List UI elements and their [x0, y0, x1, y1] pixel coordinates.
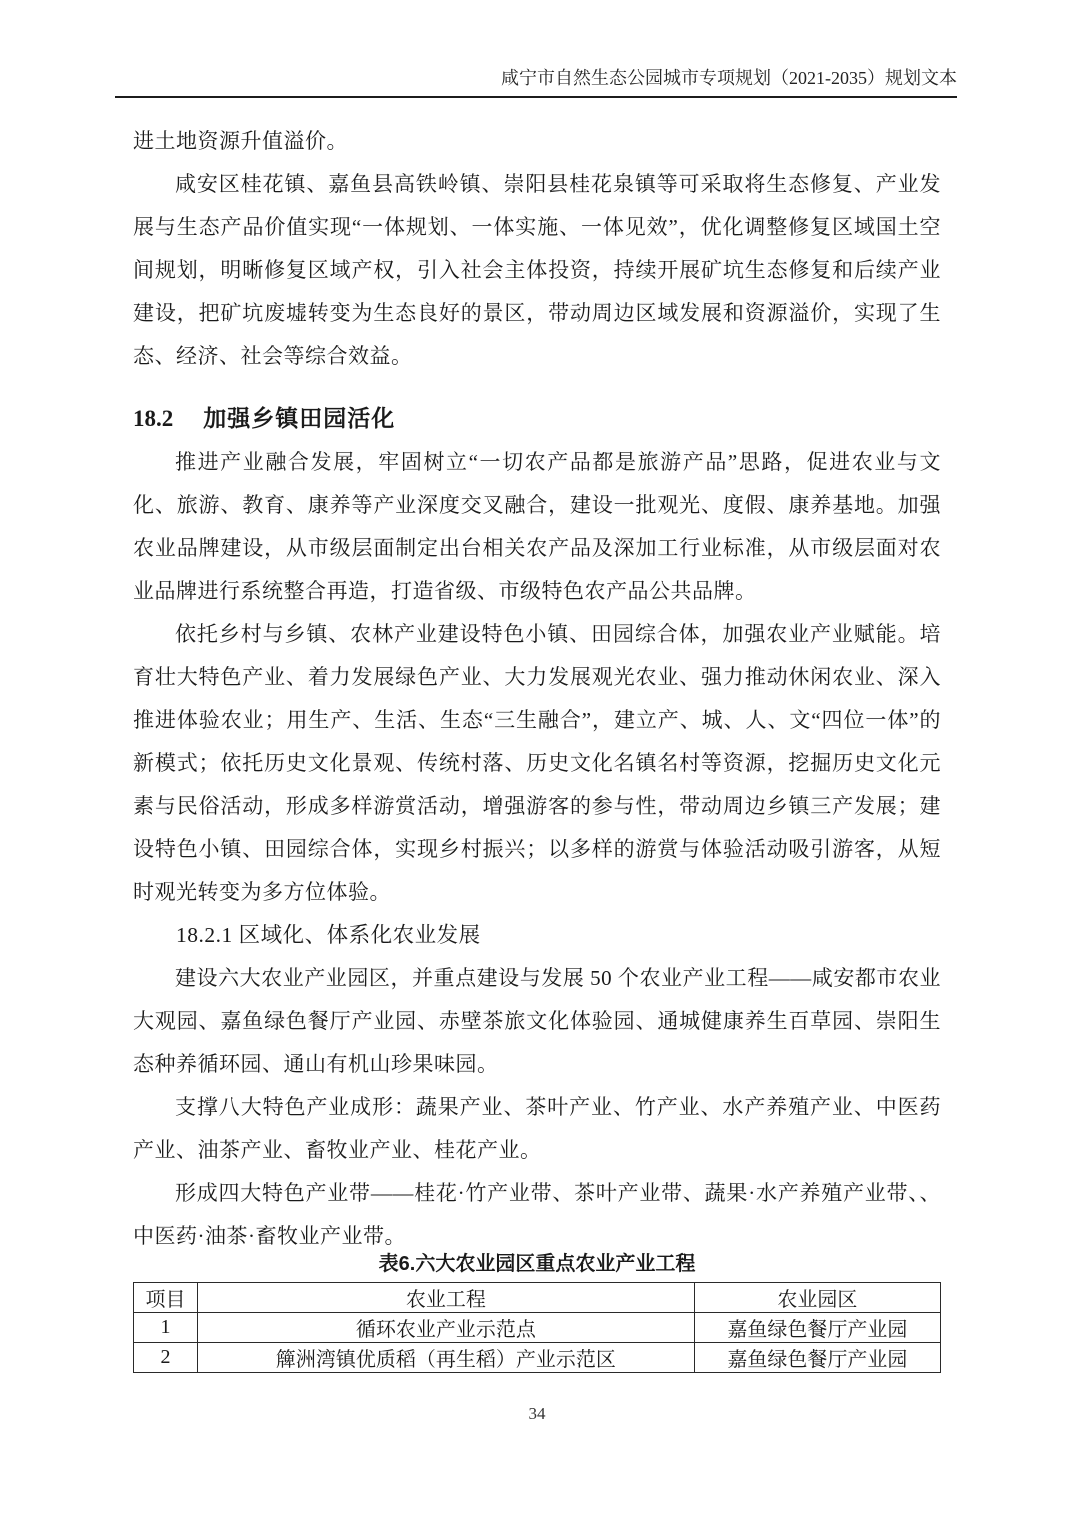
section-number: 18.2	[133, 406, 174, 431]
section-title: 加强乡镇田园活化	[203, 405, 396, 431]
header-rule	[115, 96, 957, 98]
page-number: 34	[528, 1404, 546, 1423]
table-cell-no: 2	[134, 1343, 198, 1373]
table-header-item-no: 项目	[134, 1283, 198, 1313]
agri-projects-table	[133, 1282, 941, 1373]
paragraph-eight-industries: 支撑八大特色产业成形：蔬果产业、茶叶产业、竹产业、水产养殖产业、中医药产业、油茶产业、畜牧业产业、桂花产业。	[133, 1095, 941, 1162]
table-cell-project: 簰洲湾镇优质稻（再生稻）产业示范区	[198, 1343, 695, 1373]
table-row	[134, 1313, 941, 1343]
subsection-heading-18-2-1: 18.2.1 区域化、体系化农业发展	[176, 923, 481, 947]
paragraph-industry-belts: 形成四大特色产业带——桂花·竹产业带、茶叶产业带、蔬果·水产养殖产业带、、中医药·油茶·畜牧业产业带。	[133, 1181, 941, 1248]
paragraph-continuation: 进土地资源升值溢价。	[133, 129, 348, 153]
section-heading-18-2	[133, 396, 941, 441]
table-cell-park: 嘉鱼绿色餐厅产业园	[694, 1343, 940, 1373]
paragraph-mine-restoration: 咸安区桂花镇、嘉鱼县高铁岭镇、崇阳县桂花泉镇等可采取将生态修复、产业发展与生态产品价值实现“一体规划、一体实施、一体见效”，优化调整修复区域国土空间规划，明晰修复区域产权，引入社会主体投资，持续开展矿坑生态修复和后续产业建设，把矿坑废墟转变为生态良好的景区，带动周边区域发展和资源溢价，实现了生态、经济、社会等综合效益。	[133, 172, 941, 368]
table-header-project: 农业工程	[198, 1283, 695, 1313]
table-caption: 表6.六大农业园区重点农业产业工程	[378, 1253, 696, 1275]
table-row	[134, 1343, 941, 1373]
table-cell-no: 1	[134, 1313, 198, 1343]
document-body	[133, 120, 941, 1373]
paragraph-industry-integration: 推进产业融合发展，牢固树立“一切农产品都是旅游产品”思路，促进农业与文化、旅游、教育、康养等产业深度交叉融合，建设一批观光、度假、康养基地。加强农业品牌建设，从市级层面制定出台相关农产品及深加工行业标准，从市级层面对农业品牌进行系统整合再造，打造省级、市级特色农产品公共品牌。	[133, 450, 941, 603]
paragraph-agri-parks: 建设六大农业产业园区，并重点建设与发展 50 个农业产业工程——咸安都市农业大观园、嘉鱼绿色餐厅产业园、赤壁茶旅文化体验园、通城健康养生百草园、崇阳生态种养循环园、通山有机山珍果味园。	[133, 966, 941, 1076]
table-cell-park: 嘉鱼绿色餐厅产业园	[694, 1313, 940, 1343]
table-cell-project: 循环农业产业示范点	[198, 1313, 695, 1343]
table-header-row	[134, 1283, 941, 1313]
paragraph-rural-empowerment: 依托乡村与乡镇、农林产业建设特色小镇、田园综合体，加强农业产业赋能。培育壮大特色产业、着力发展绿色产业、大力发展观光农业、强力推动休闲农业、深入推进体验农业；用生产、生活、生态“三生融合”，建立产、城、人、文“四位一体”的新模式；依托历史文化景观、传统村落、历史文化名镇名村等资源，挖掘历史文化元素与民俗活动，形成多样游赏活动，增强游客的参与性，带动周边乡镇三产发展；建设特色小镇、田园综合体，实现乡村振兴；以多样的游赏与体验活动吸引游客，从短时观光转变为多方位体验。	[133, 622, 941, 904]
page-header-title: 咸宁市自然生态公园城市专项规划（2021-2035）规划文本	[501, 68, 957, 88]
table-header-park: 农业园区	[694, 1283, 940, 1313]
